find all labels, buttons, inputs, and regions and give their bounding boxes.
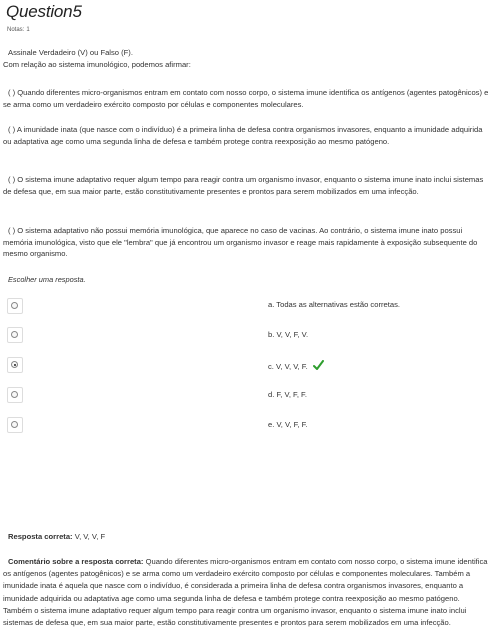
correct-answer-value: V, V, V, F <box>74 532 106 541</box>
option-e-label[interactable] <box>268 420 308 429</box>
radio-dot <box>11 391 18 398</box>
radio-dot <box>11 421 18 428</box>
option-b-radio[interactable] <box>7 327 23 343</box>
option-d-label[interactable] <box>268 390 307 399</box>
option-b-label[interactable] <box>268 330 308 339</box>
check-icon <box>313 360 324 373</box>
option-c-label[interactable] <box>268 360 324 373</box>
statement-item-2: ( ) A imunidade inata (que nasce com o indivíduo) é a primeira linha de defesa contra organismos invasores, enquanto a imunidade adquirida ou adaptativa age como uma segunda linha de defesa e também protege contra reexposição ao mesmo patógeno. <box>3 125 483 146</box>
option-b-text: b. V, V, F, V. <box>268 330 309 339</box>
statement-item-3: ( ) O sistema imune adaptativo requer algum tempo para reagir contra um organismo invasor, enquanto o sistema imune inato inclui sistemas de defesa que, em sua maior parte, estão constitutivamente presentes e prontos para serem mobilizados em uma infecção. <box>3 175 484 196</box>
grade-value: 1 <box>26 27 30 33</box>
option-d-radio[interactable] <box>7 387 23 403</box>
correct-answer-label: Resposta correta: <box>8 532 73 541</box>
question-title: Question5 <box>6 2 82 21</box>
grade-label: Notas: <box>7 27 25 33</box>
option-a-label[interactable] <box>268 300 400 309</box>
option-a-text: a. Todas as alternativas estão corretas. <box>268 300 400 309</box>
statement-item-1: ( ) Quando diferentes micro-organismos entram em contato com nosso corpo, o sistema imune identifica os antígenos (agentes patogênicos) e se arma como um verdadeiro exército composto por células e componentes moleculares. <box>3 88 489 109</box>
correct-answer <box>8 532 105 541</box>
choose-answer-label: Escolher uma resposta. <box>8 275 86 284</box>
option-c-text: c. V, V, V, F. <box>268 362 308 371</box>
question-grade <box>7 27 32 33</box>
radio-dot <box>11 302 18 309</box>
lead-text: Com relação ao sistema imunológico, podemos afirmar: <box>3 60 191 69</box>
comment-label: Comentário sobre a resposta correta: <box>8 557 144 566</box>
option-a-radio[interactable] <box>7 298 23 314</box>
radio-dot <box>11 331 18 338</box>
statement-item-4: ( ) O sistema adaptativo não possui memória imunológica, que aparece no caso de vacinas. Ao contrário, o sistema imune inato possui memória imunológica, visto que ele "lembra" que já encontrou um organismo invasor e reage mais rapidamente à exposição subsequente do mesmo organismo. <box>3 226 478 259</box>
option-d-text: d. F, V, F, F. <box>268 390 307 399</box>
option-c-radio[interactable] <box>7 357 23 373</box>
instruction-text: Assinale Verdadeiro (V) ou Falso (F). <box>8 48 133 57</box>
radio-dot <box>11 361 18 368</box>
option-e-radio[interactable] <box>7 417 23 433</box>
comment-text: Quando diferentes micro-organismos entram em contato com nosso corpo, o sistema imune identifica os antígenos (agentes patogênicos) e se arma como um verdadeiro exército composto por células e componentes moleculares. Também a imunidade inata é aquela que nasce com o indivíduo, é considerada a primeira linha de defesa contra organismos invasores, enquanto a imunidade adquirida ou adaptativa age como uma segunda linha de defesa e também protege contra reexposição ao mesmo patógeno. Também o sistema imune adaptativo requer algum tempo para reagir contra um organismo invasor, enquanto o sistema imune inato inclui sistemas de defesa que, em sua maior parte, estão constitutivamente presentes e prontos para serem mobilizados em uma infecção. <box>3 557 488 628</box>
answer-comment <box>3 556 489 629</box>
option-e-text: e. V, V, F, F. <box>268 420 308 429</box>
